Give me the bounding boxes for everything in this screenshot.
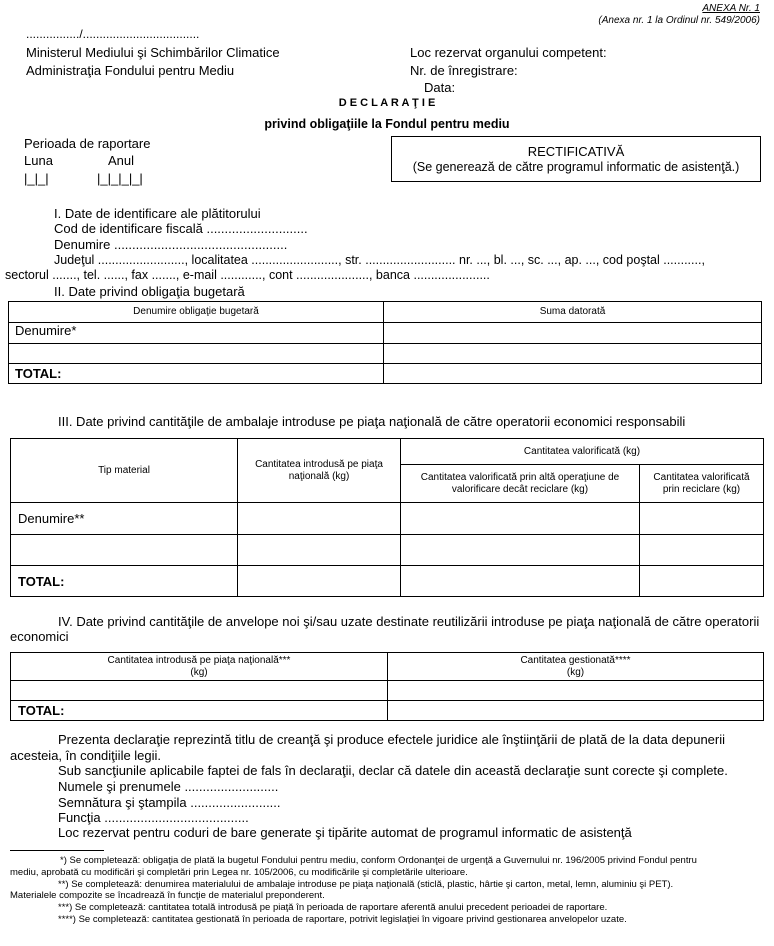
function-field[interactable]: Funcţia ........................................	[58, 810, 249, 825]
obligation-name-cell-2[interactable]	[9, 344, 384, 364]
col-recycling: Cantitatea valorificată prin reciclare (kg)	[640, 465, 764, 503]
document-title: D E C L A R A Ţ I E	[338, 97, 436, 109]
address-line2[interactable]: sectorul ......., tel. ......, fax ......., e-mail ............, cont ....................., banca ......................	[5, 268, 490, 282]
col-tyres-managed-unit: (kg)	[566, 666, 585, 678]
material-name-cell-2[interactable]	[11, 535, 238, 566]
statement-p1-line2: acesteia, în condiţiile legii.	[10, 748, 162, 763]
footnote-4: ****) Se completează: cantitatea gestionată în perioada de raportare, potrivit legislaţiei în vigoare privind gestionarea anvelopelor uzate.	[58, 914, 627, 925]
other-recovery-cell[interactable]	[401, 503, 640, 535]
administration-name: Administraţia Fondului pentru Mediu	[26, 63, 235, 78]
footnote-2-line1: **) Se completează: denumirea materialului de ambalaje introduse pe piaţa naţională (sticlă, plastic, hârtie şi carton, metal, lemn, aluminiu şi PET).	[58, 879, 674, 890]
month-input-boxes[interactable]: |_|_|	[24, 171, 49, 186]
date-label: Data:	[424, 80, 456, 95]
footnote-3: ***) Se completează: cantitatea totală introdusă pe piaţă în perioada de raportare aferentă anului precedent perioadei de raportare.	[58, 902, 608, 913]
section4-title-line2: economici	[10, 629, 69, 644]
section3-title: III. Date privind cantităţile de ambalaje introduse pe piaţa naţională de către operatorii economici responsabili	[58, 414, 686, 429]
introduced-total-cell[interactable]	[238, 566, 401, 597]
col-obligation-name: Denumire obligaţie bugetară	[9, 302, 384, 323]
footnote-2-line2: Materialele compozite se încadrează în funcţie de materialul preponderent.	[10, 890, 325, 901]
fiscal-code-field[interactable]: Cod de identificare fiscală ............................	[54, 221, 308, 236]
annex-title: ANEXA Nr. 1	[702, 3, 760, 14]
signature-stamp-field[interactable]: Semnătura şi ştampila .........................	[58, 795, 281, 810]
tyres-table	[10, 652, 764, 721]
col-recovered-quantity: Cantitatea valorificată (kg)	[401, 439, 764, 465]
footnote-1-line2: mediu, aprobată cu modificări şi completări prin Legea nr. 105/2006, cu modificările şi completările ulterioare.	[10, 867, 468, 878]
material-name-cell[interactable]: Denumire**	[11, 503, 238, 535]
amount-due-cell[interactable]	[384, 323, 762, 344]
header-dots: ................/...................................	[26, 27, 200, 41]
reporting-period-label: Perioada de raportare	[24, 136, 151, 151]
tyres-managed-cell[interactable]	[388, 681, 764, 701]
tyres-total-cell[interactable]	[388, 701, 764, 721]
packaging-total-label: TOTAL:	[11, 566, 238, 597]
col-tyres-managed-label: Cantitatea gestionată****	[520, 654, 631, 666]
col-amount-due: Suma datorată	[384, 302, 762, 323]
footnote-1-line1: *) Se completează: obligaţia de plată la bugetul Fondului pentru mediu, conform Ordonanţei de urgenţă a Guvernului nr. 196/2005 privind Fondul pentru	[60, 855, 697, 866]
col-tyres-introduced-label: Cantitatea introdusă pe piaţa naţională***	[107, 654, 291, 666]
recycling-cell[interactable]	[640, 503, 764, 535]
col-other-recovery: Cantitatea valorificată prin altă operaţiune de valorificare decât reciclare (kg)	[401, 465, 640, 503]
ministry-name: Ministerul Mediului şi Schimbărilor Climatice	[26, 45, 280, 60]
obligation-name-cell[interactable]: Denumire*	[9, 323, 384, 344]
recycling-total-cell[interactable]	[640, 566, 764, 597]
tyres-total-label: TOTAL:	[11, 701, 388, 721]
budget-obligation-table	[8, 301, 762, 384]
year-input-boxes[interactable]: |_|_|_|_|	[97, 171, 143, 186]
year-label: Anul	[108, 153, 135, 168]
introduced-cell-2[interactable]	[238, 535, 401, 566]
month-label: Luna	[24, 153, 53, 168]
statement-p2: Sub sancţiunile aplicabile faptei de fals în declaraţii, declar că datele din această declaraţie sunt corecte şi complete.	[58, 763, 728, 778]
col-introduced-quantity: Cantitatea introdusă pe piaţa naţională (kg)	[238, 439, 401, 503]
registration-number-label: Nr. de înregistrare:	[410, 63, 518, 78]
barcode-reserved-area: Loc rezervat pentru coduri de bare generate şi tipărite automat de programul informatic de asistenţă	[58, 825, 632, 840]
annex-reference: (Anexa nr. 1 la Ordinul nr. 549/2006)	[598, 15, 760, 26]
name-field[interactable]: Denumire ................................................	[54, 237, 288, 252]
col-tyres-introduced-unit: (kg)	[190, 666, 208, 678]
other-recovery-cell-2[interactable]	[401, 535, 640, 566]
tyres-introduced-cell[interactable]	[11, 681, 388, 701]
introduced-cell[interactable]	[238, 503, 401, 535]
other-recovery-total-cell[interactable]	[401, 566, 640, 597]
section1-title: I. Date de identificare ale plătitorului	[54, 206, 261, 221]
address-line1[interactable]: Judeţul ........................., localitatea ........................., str. .......................... nr. ..., bl. ..., sc. ..., ap. ..., cod poştal ...........,	[54, 253, 705, 267]
total-label: TOTAL:	[9, 364, 384, 384]
document-subtitle: privind obligaţiile la Fondul pentru mediu	[264, 117, 510, 131]
col-tyres-introduced	[11, 653, 388, 681]
packaging-table	[10, 438, 764, 597]
signer-name-field[interactable]: Numele şi prenumele ..........................	[58, 779, 279, 794]
total-amount-cell[interactable]	[384, 364, 762, 384]
col-material-type: Tip material	[11, 439, 238, 503]
section2-title: II. Date privind obligaţia bugetară	[54, 284, 245, 299]
rectification-box	[391, 136, 761, 182]
rectification-note: (Se generează de către programul informatic de asistenţă.)	[412, 160, 740, 174]
statement-p1-line1: Prezenta declaraţie reprezintă titlu de creanţă şi produce efectele juridice ale înştiinţării de plată de la data depunerii	[58, 732, 726, 747]
recycling-cell-2[interactable]	[640, 535, 764, 566]
amount-due-cell-2[interactable]	[384, 344, 762, 364]
col-tyres-managed	[388, 653, 764, 681]
section4-title-line1: IV. Date privind cantităţile de anvelope noi şi/sau uzate destinate reutilizării introduse pe piaţa naţională de către operatorii	[58, 614, 760, 629]
footnote-separator	[10, 850, 104, 851]
rectification-title: RECTIFICATIVĂ	[527, 144, 625, 159]
reserved-label: Loc rezervat organului competent:	[410, 45, 607, 60]
